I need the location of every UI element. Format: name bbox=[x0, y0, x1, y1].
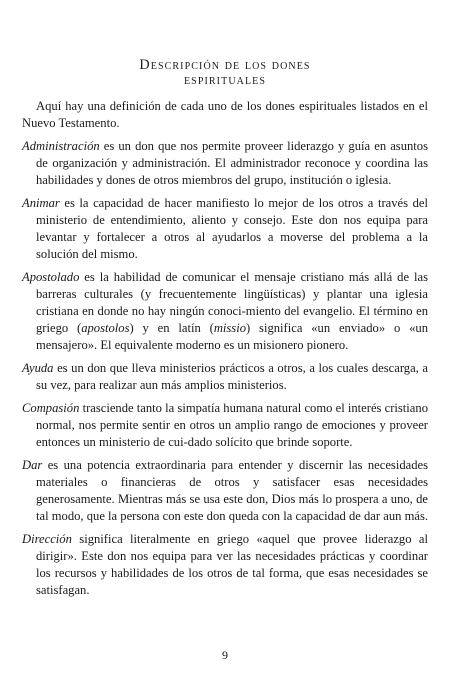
book-page bbox=[22, 0, 428, 679]
entry-term: Dar bbox=[22, 458, 43, 472]
entry-term: Administración bbox=[22, 139, 100, 153]
entry-definition: es una potencia extraordinaria para entender y discernir las necesidades materiales o financieras de otros y satisfacer esas necesidades generosamente. Mientras más se usa este don, Dios más lo prospera a uno, de tal modo, que la persona con este don queda con la capacidad de dar aun más. bbox=[36, 458, 429, 523]
entry-term: Ayuda bbox=[22, 361, 54, 375]
entry-term: Dirección bbox=[22, 532, 72, 546]
entry-animar bbox=[22, 195, 428, 263]
entry-definition: significa literalmente en griego «aquel que provee liderazgo al dirigir». Este don nos equipa para ver las necesidades prácticas y coordinar los recursos y habilidades de los otros de tal forma, que esas necesidades se satisfagan. bbox=[36, 532, 428, 597]
entry-term: Apostolado bbox=[22, 270, 80, 284]
page-title-line-1: Descripción de los dones bbox=[139, 57, 311, 73]
entry-dar bbox=[22, 457, 428, 525]
entry-definition: es un don que lleva ministerios prácticos a otros, a los cuales descarga, a su vez, para realizar aun más amplios ministerios. bbox=[36, 361, 428, 392]
entry-compasion bbox=[22, 400, 428, 451]
entry-definition-part-a: es la habilidad de comunicar el mensaje cristiano más allá de las barreras culturales (y frecuentemente lingüísticas) y plantar una iglesia cristiana en donde no hay ningún conoci-miento del evangelio. El término en griego ( bbox=[36, 270, 428, 335]
latin-term: missio bbox=[213, 321, 247, 335]
entry-definition-part-c: ) significa «un enviado» o «un mensajero». El equivalente moderno es un misionero pionero. bbox=[36, 321, 428, 352]
entry-definition: trasciende tanto la simpatía humana natural como el interés cristiano normal, nos permite sentir en otros un amplio rango de emociones y proveer entonces un ministerio de cui-dado solícito que brinde soporte. bbox=[36, 401, 428, 449]
greek-term: apostolos bbox=[81, 321, 130, 335]
page-title bbox=[22, 58, 428, 88]
intro-paragraph: Aquí hay una definición de cada uno de los dones espirituales listados en el Nuevo Testamento. bbox=[22, 99, 428, 130]
page-number: 9 bbox=[222, 648, 228, 662]
entry-administracion bbox=[22, 138, 428, 189]
entry-term: Animar bbox=[22, 196, 60, 210]
entry-term: Compasión bbox=[22, 401, 80, 415]
entry-ayuda bbox=[22, 360, 428, 394]
entry-definition: es un don que nos permite proveer liderazgo y guía en asuntos de organización y administración. El administrador reconoce y coordina las habilidades y dones de otros miembros del grupo, institución o iglesia. bbox=[36, 139, 428, 187]
entry-apostolado bbox=[22, 269, 428, 354]
entry-definition-part-b: ) y en latín ( bbox=[129, 321, 214, 335]
entry-definition: es la capacidad de hacer manifiesto lo mejor de los otros a través del ministerio de entendimiento, aliento y consejo. Este don nos equipa para levantar y fortalecer a otros al ayudarlos a moverse del problema a la solución del mismo. bbox=[36, 196, 428, 261]
entry-direccion bbox=[22, 531, 428, 599]
page-title-line-2: espirituales bbox=[183, 72, 267, 88]
